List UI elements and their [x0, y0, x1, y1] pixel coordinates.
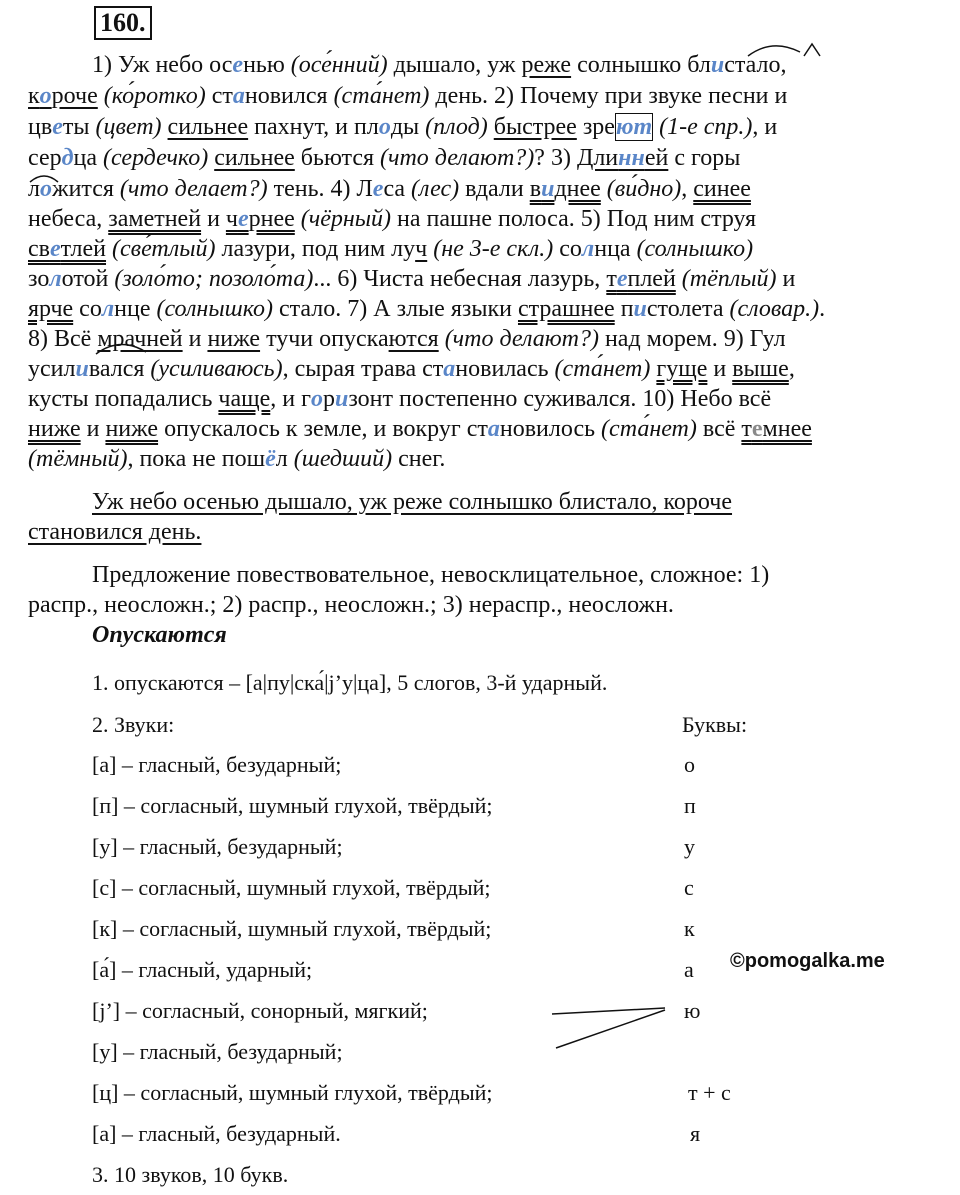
- text-line-5: ложится (что делает?) тень. 4) Леса (лес) вдали виднее (ви́дно), синее: [28, 176, 751, 202]
- sounds-header: 2. Звуки:: [92, 712, 175, 737]
- sound-row: [у] – гласный, безударный;: [92, 1039, 343, 1064]
- text-line-3: цветы (цвет) сильнее пахнут, и плоды (плод) быстрее зреют (1-е спр.), и: [28, 114, 778, 140]
- connector-line-top: [552, 1008, 665, 1014]
- analysis-line-1: 1. опускаются – [а|пу|ска́|j’у|ца], 5 слогов, 3-й ударный.: [92, 670, 608, 695]
- sound-row: [у] – гласный, безударный;: [92, 834, 343, 859]
- text-line-10: 8) Всё мрачней и ниже тучи опускаются (что делают?) над морем. 9) Гул: [28, 326, 786, 352]
- text-line-7: светлей (све́тлый) лазури, под ним луч (не 3-е скл.) солнца (солнышко): [28, 236, 754, 262]
- letter-cell: т + с: [688, 1080, 731, 1105]
- text-line-14: (тёмный), пока не пошёл (шедший) снег.: [28, 446, 446, 472]
- letter-cell: п: [684, 793, 696, 818]
- text-line-1: 1) Уж небо осенью (осе́нний) дышало, уж реже солнышко блистало,: [92, 52, 787, 78]
- analysis-word: Опускаются: [92, 622, 227, 648]
- parsed-sentence-line-1: Уж небо осенью дышало, уж реже солнышко блистало, короче: [92, 489, 733, 515]
- letter-cell: к: [684, 916, 695, 941]
- letter-cell: ю: [684, 998, 701, 1023]
- sound-row: [п] – согласный, шумный глухой, твёрдый;: [92, 793, 493, 818]
- sound-row: [к] – согласный, шумный глухой, твёрдый;: [92, 916, 492, 941]
- text-line-9: ярче солнце (солнышко) стало. 7) А злые языки страшнее пистолета (словар.).: [28, 296, 826, 322]
- text-line-6: небеса, заметней и чернее (чёрный) на пашне полоса. 5) Под ним струя: [28, 206, 756, 232]
- watermark: ©pomogalka.me: [730, 950, 885, 972]
- letter-cell: а: [684, 957, 694, 982]
- analysis-summary: 3. 10 звуков, 10 букв.: [92, 1162, 289, 1187]
- letter-cell: я: [690, 1121, 701, 1146]
- text-line-12: кусты попадались чаще, и горизонт постепенно суживался. 10) Небо всё: [28, 386, 772, 412]
- connector-line-bottom: [556, 1010, 665, 1048]
- root-arc-mark: [30, 176, 58, 182]
- characteristic-line-2: распр., неосложн.; 2) распр., неосложн.; 3) нераспр., неосложн.: [28, 592, 674, 618]
- root-arc-mark: [96, 344, 146, 354]
- sound-row: [а́] – гласный, ударный;: [92, 957, 313, 982]
- suffix-caret-mark: [804, 44, 820, 56]
- parsed-sentence-line-2: становился день.: [28, 519, 202, 545]
- text-line-11: усиливался (усиливаюсь), сырая трава становилась (ста́нет) гуще и выше,: [28, 356, 795, 382]
- sound-row: [с] – согласный, шумный глухой, твёрдый;: [92, 875, 491, 900]
- exercise-number: 160.: [94, 6, 152, 40]
- letter-cell: о: [684, 752, 695, 777]
- letter-cell: у: [684, 834, 695, 859]
- text-line-8: золотой (золо́то; позоло́та)... 6) Чиста небесная лазурь, теплей (тёплый) и: [28, 266, 796, 292]
- letter-cell: с: [684, 875, 694, 900]
- characteristic-line-1: Предложение повествовательное, невосклицательное, сложное: 1): [92, 562, 770, 588]
- text-line-13: ниже и ниже опускалось к земле, и вокруг становилось (ста́нет) всё темнее: [28, 416, 812, 442]
- letters-header: Буквы:: [682, 712, 748, 737]
- sound-row: [а] – гласный, безударный.: [92, 1121, 341, 1146]
- text-line-2: короче (ко́ротко) становился (ста́нет) день. 2) Почему при звуке песни и: [28, 83, 788, 109]
- sound-row: [ц] – согласный, шумный глухой, твёрдый;: [92, 1080, 493, 1105]
- sound-row: [а] – гласный, безударный;: [92, 752, 342, 777]
- root-arc-mark: [748, 46, 800, 56]
- text-line-4: сердца (сердечко) сильнее бьются (что делают?)? 3) Длинней с горы: [28, 145, 741, 171]
- sound-row: [j’] – согласный, сонорный, мягкий;: [92, 998, 428, 1023]
